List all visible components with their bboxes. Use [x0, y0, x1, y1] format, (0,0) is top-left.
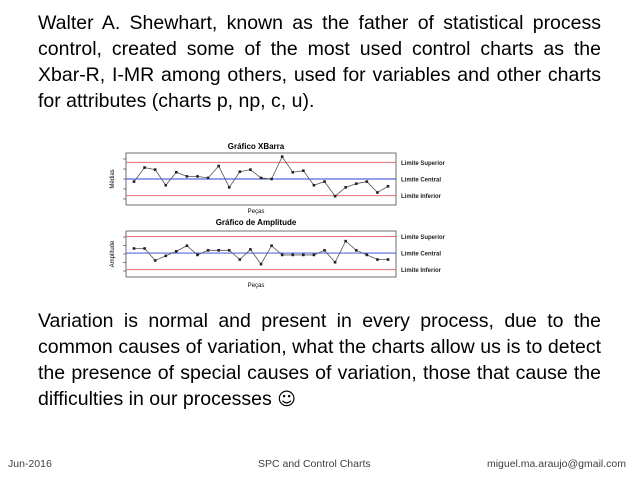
range-data-point	[387, 258, 390, 261]
xbar-data-point	[239, 170, 242, 173]
xbar-data-point	[207, 177, 210, 180]
xbar-data-point	[260, 177, 263, 180]
range-data-point	[133, 247, 136, 250]
xbar-data-point	[270, 178, 273, 181]
range-lcl-label: Limite Inferior	[401, 268, 442, 275]
xbar-data-point	[228, 186, 231, 189]
control-charts-figure	[96, 135, 466, 298]
xbar-data-point	[376, 191, 379, 194]
footer-title: SPC and Control Charts	[258, 458, 371, 470]
range-data-point	[376, 258, 379, 261]
range-x-axis-label: Peças	[247, 283, 265, 289]
footer-email: miguel.ma.araujo@gmail.com	[486, 458, 626, 470]
xbar-data-point	[344, 186, 347, 189]
xbar-x-axis-label: Peças	[247, 209, 265, 215]
range-data-point	[270, 244, 273, 247]
range-limit-labels	[401, 235, 446, 274]
xbar-data-point	[291, 171, 294, 174]
range-data-point	[217, 249, 220, 252]
xbar-data-point	[281, 155, 284, 158]
xbar-data-point	[196, 175, 199, 178]
range-data-point	[281, 254, 284, 257]
range-data-point	[207, 249, 210, 252]
range-data-point	[239, 258, 242, 261]
xbar-limit-labels	[401, 161, 446, 200]
range-data-point	[196, 254, 199, 257]
xbar-data-point	[323, 180, 326, 183]
xbar-data-point	[249, 168, 252, 171]
xbar-data-point	[175, 171, 178, 174]
xbar-data-point	[154, 168, 157, 171]
xbar-y-axis-label: Médias	[110, 169, 116, 189]
range-ucl-label: Limite Superior	[401, 235, 446, 242]
xbar-data-point	[143, 166, 146, 169]
xbar-lcl-label: Limite Inferior	[401, 194, 442, 201]
intro-paragraph: Walter A. Shewhart, known as the father of statistical process control, created some of the most used control charts as the Xbar-R, I-MR among others, used for variables and other charts for attributes (charts p, np, c, u).	[38, 12, 601, 112]
range-data-point	[355, 249, 358, 252]
xbar-data-point	[313, 184, 316, 187]
xbar-data-point	[334, 195, 337, 198]
xbar-data-point	[355, 182, 358, 185]
xbar-chart-title: Gráfico XBarra	[227, 142, 285, 151]
xbar-data-point	[302, 169, 305, 172]
xbar-data-point	[164, 184, 167, 187]
xbar-data-point	[133, 180, 136, 183]
range-data-point	[164, 255, 167, 258]
range-data-point	[249, 248, 252, 251]
range-data-point	[323, 249, 326, 252]
range-data-point	[175, 250, 178, 253]
xbar-data-point	[217, 165, 220, 168]
xbar-ucl-label: Limite Superior	[401, 160, 446, 167]
range-data-point	[143, 247, 146, 250]
variation-paragraph	[38, 308, 601, 413]
footer-date: Jun-2016	[8, 458, 52, 470]
range-data-point	[260, 263, 263, 266]
xbar-data-point	[186, 175, 189, 178]
range-data-point	[228, 249, 231, 252]
range-data-point	[366, 254, 369, 257]
range-data-point	[344, 240, 347, 243]
range-data-point	[302, 254, 305, 257]
xbar-cl-label: Limite Central	[401, 177, 442, 184]
range-cl-label: Limite Central	[401, 251, 442, 258]
range-y-axis-label: Amplitude	[110, 240, 116, 268]
range-data-point	[186, 244, 189, 247]
range-data-point	[313, 254, 316, 257]
smiley-icon: ☺	[277, 389, 296, 410]
variation-paragraph-text: Variation is normal and present in every process, due to the common causes of variation, what the charts allow us is to detect the presence of special causes of variation, those that cause the difficulties in our processes	[38, 310, 601, 410]
xbar-data-point	[387, 185, 390, 188]
range-data-point	[291, 254, 294, 257]
xbar-data-point	[366, 180, 369, 183]
range-data-point	[334, 261, 337, 264]
range-chart-title: Gráfico de Amplitude	[215, 218, 297, 227]
range-data-point	[154, 259, 157, 262]
